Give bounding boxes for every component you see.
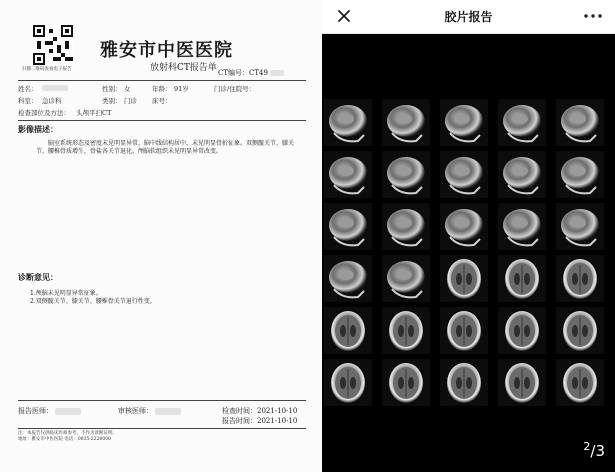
exam-time-label: 检查时间：: [222, 407, 257, 415]
ct-number-label: CT编号：: [218, 69, 250, 77]
page-total: 3: [595, 442, 605, 460]
page-current: 2: [583, 440, 591, 453]
patient-row-3: [18, 108, 306, 117]
report-time: [222, 416, 297, 426]
dept-label: 科室：: [18, 97, 38, 105]
bed-label: 床号：: [152, 97, 172, 105]
exam-time-value: 2021-10-10: [257, 407, 298, 415]
footer-note: [18, 431, 298, 443]
type-value: 门诊: [124, 97, 137, 105]
footer-line: 注：本报告仅供临床医师参考，不作为诊断证明。: [18, 431, 117, 436]
divider: [18, 120, 306, 121]
diagnosis-list: [30, 290, 298, 306]
reporter-label: 报告医师：: [18, 407, 53, 415]
more-icon[interactable]: [581, 6, 605, 26]
dept-value: 急诊科: [42, 97, 62, 105]
redacted-signature: [55, 408, 81, 415]
divider: [18, 80, 306, 81]
qr-code-icon: [33, 25, 73, 65]
name-label: 姓名：: [18, 85, 38, 93]
viewer-top-bar: [322, 0, 615, 34]
diagnosis-item: 2.双侧髋关节、膝关节、腰椎骨关节退行性变。: [30, 298, 156, 305]
type-label: 类别：: [102, 97, 122, 105]
divider: [18, 428, 306, 429]
film-viewer: [322, 0, 615, 472]
report-subtitle: 放射科CT报告单: [150, 63, 217, 73]
age-label: 年龄：: [152, 85, 172, 93]
age-value: 91岁: [174, 85, 189, 93]
patient-row-1: [18, 84, 306, 93]
diagnosis-title: 诊断意见：: [18, 272, 58, 282]
exam-label: 检查部位及方法：: [18, 109, 70, 117]
exam-value: 头颅平扫CT: [76, 109, 112, 117]
page-counter: $^2$/3: [583, 440, 605, 460]
reporter: [18, 406, 81, 416]
redacted-ct-number: [270, 70, 284, 76]
ct-number-value: CT49: [249, 69, 268, 77]
findings-text: 脑室系统形态及密度未见明显异常，脑中线结构居中，未见明显骨折征象。双侧髋关节、膝关节、腰椎骨质增生，骨盐各关节退化。颅脑软组织未见明显异常改变。: [36, 140, 295, 155]
film-grid: [324, 99, 604, 406]
reviewer-label: 审核医师：: [118, 407, 153, 415]
gender-value: 女: [124, 85, 131, 93]
exam-time: [222, 406, 297, 416]
ct-number: [218, 68, 284, 78]
report-time-value: 2021-10-10: [257, 417, 298, 425]
divider: [18, 400, 306, 401]
reviewer: [118, 406, 181, 416]
diagnosis-item: 1.颅脑未见明显异常征象。: [30, 290, 102, 297]
qr-caption: 扫描二维码查看电子报告: [22, 67, 72, 72]
viewer-title: 胶片报告: [444, 10, 493, 24]
gender-label: 性别：: [102, 85, 122, 93]
redacted-name: [42, 85, 68, 91]
redacted-signature: [155, 408, 181, 415]
report-time-label: 报告时间：: [222, 417, 257, 425]
patient-row-2: [18, 96, 306, 105]
ct-film-image[interactable]: [322, 93, 615, 415]
footer-line: 地址：雅安市中医医院 电话：0835-2220000: [18, 437, 111, 442]
hospital-name: 雅安市中医医院: [100, 40, 233, 61]
outpatient-label: 门诊/住院号：: [214, 85, 256, 93]
findings-title: 影像描述：: [18, 124, 58, 134]
